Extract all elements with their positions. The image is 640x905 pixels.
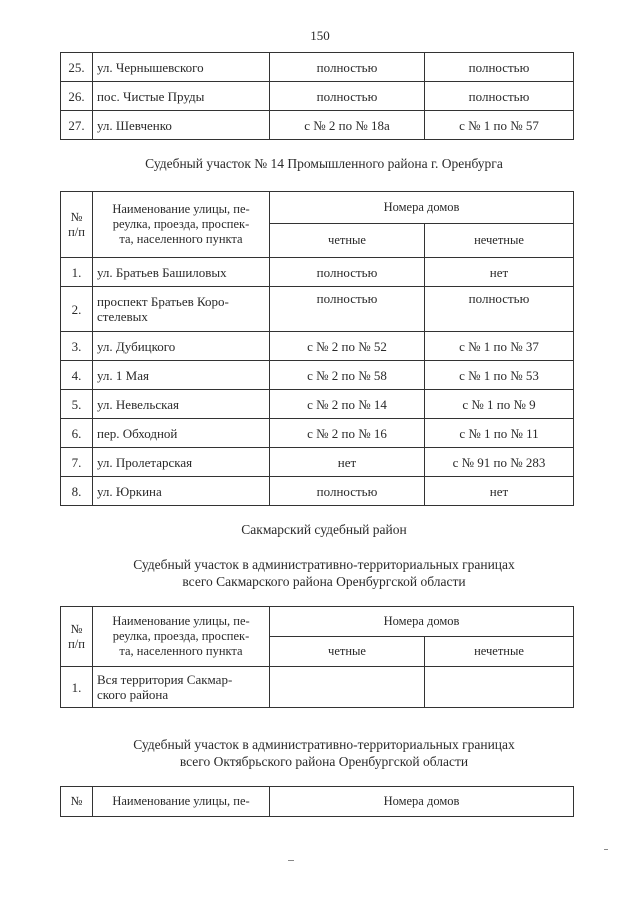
even-houses: нет bbox=[270, 448, 425, 477]
row-number: 1. bbox=[61, 258, 93, 287]
section-1-title: Судебный участок № 14 Промышленного района г. Оренбурга bbox=[145, 156, 503, 171]
street-name-line: стелевых bbox=[97, 309, 148, 324]
table-row bbox=[61, 419, 574, 448]
odd-houses: с № 1 по № 57 bbox=[425, 111, 574, 140]
even-houses: полностью bbox=[270, 53, 425, 82]
street-name bbox=[93, 419, 270, 448]
odd-houses: нет bbox=[425, 477, 574, 506]
header-even: четные bbox=[270, 637, 425, 667]
row-number: 4. bbox=[61, 361, 93, 390]
header-num: № п/п bbox=[61, 192, 93, 258]
scan-mark bbox=[288, 860, 294, 861]
even-houses bbox=[270, 667, 425, 708]
street-name-line: ского района bbox=[97, 687, 169, 702]
street-name-line: пер. Обходной bbox=[97, 425, 178, 441]
row-number: 1. bbox=[61, 667, 93, 708]
street-name bbox=[93, 287, 270, 332]
row-number: 3. bbox=[61, 332, 93, 361]
row-number: 25. bbox=[61, 53, 93, 82]
even-houses: полностью bbox=[270, 258, 425, 287]
street-name bbox=[93, 258, 270, 287]
street-name-line: ул. Дубицкого bbox=[97, 338, 176, 354]
odd-houses: с № 1 по № 9 bbox=[425, 390, 574, 419]
table-row bbox=[61, 448, 574, 477]
street-name bbox=[93, 390, 270, 419]
street-name bbox=[93, 448, 270, 477]
row-number: 27. bbox=[61, 111, 93, 140]
street-name: ул. Чернышевского bbox=[93, 53, 270, 82]
table-row bbox=[61, 390, 574, 419]
odd-houses: полностью bbox=[425, 82, 574, 111]
street-name: пос. Чистые Пруды bbox=[93, 82, 270, 111]
header-even: четные bbox=[270, 224, 425, 258]
even-houses: полностью bbox=[270, 82, 425, 111]
even-houses: с № 2 по № 58 bbox=[270, 361, 425, 390]
header-houses: Номера домов bbox=[270, 787, 574, 817]
header-num: № п/п bbox=[61, 607, 93, 667]
section-2-table bbox=[60, 606, 574, 708]
even-houses: полностью bbox=[270, 287, 425, 332]
street-name-line: ул. Братьев Башиловых bbox=[97, 264, 227, 280]
header-num: № bbox=[61, 787, 93, 817]
street-name bbox=[93, 477, 270, 506]
even-houses: полностью bbox=[270, 477, 425, 506]
odd-houses: с № 1 по № 37 bbox=[425, 332, 574, 361]
header-odd: нечетные bbox=[425, 224, 574, 258]
street-name-line: ул. Юркина bbox=[97, 483, 162, 499]
section-1-table bbox=[60, 191, 574, 506]
row-number: 8. bbox=[61, 477, 93, 506]
header-name: Наименование улицы, пе- реулка, проезда, проспек- та, населенного пункта bbox=[93, 192, 270, 258]
district-title: Сакмарский судебный район bbox=[241, 522, 407, 537]
section-3-table bbox=[60, 786, 574, 817]
header-name: Наименование улицы, пе- bbox=[93, 787, 270, 817]
street-name bbox=[93, 361, 270, 390]
section-2-title: Судебный участок в административно-территориальных границах всего Сакмарского района Оренбургской области bbox=[133, 557, 515, 589]
header-odd: нечетные bbox=[425, 637, 574, 667]
row-number: 2. bbox=[61, 287, 93, 332]
table-row bbox=[61, 53, 574, 82]
street-name-line: проспект Братьев Коро- bbox=[97, 294, 229, 309]
even-houses: с № 2 по № 18а bbox=[270, 111, 425, 140]
street-name-line: ул. 1 Мая bbox=[97, 367, 149, 383]
odd-houses: нет bbox=[425, 258, 574, 287]
table-row bbox=[61, 82, 574, 111]
odd-houses: с № 1 по № 11 bbox=[425, 419, 574, 448]
street-name bbox=[93, 332, 270, 361]
table-row bbox=[61, 332, 574, 361]
page-number: 150 bbox=[310, 28, 330, 43]
odd-houses: полностью bbox=[425, 53, 574, 82]
street-name-line: ул. Пролетарская bbox=[97, 454, 193, 470]
even-houses: с № 2 по № 16 bbox=[270, 419, 425, 448]
row-number: 26. bbox=[61, 82, 93, 111]
odd-houses: полностью bbox=[425, 287, 574, 332]
street-name bbox=[93, 667, 270, 708]
street-name: ул. Шевченко bbox=[93, 111, 270, 140]
table-row bbox=[61, 258, 574, 287]
row-number: 7. bbox=[61, 448, 93, 477]
row-number: 6. bbox=[61, 419, 93, 448]
table-row bbox=[61, 667, 574, 708]
table-row bbox=[61, 287, 574, 332]
odd-houses: с № 1 по № 53 bbox=[425, 361, 574, 390]
even-houses: с № 2 по № 52 bbox=[270, 332, 425, 361]
header-houses: Номера домов bbox=[270, 607, 574, 637]
header-name: Наименование улицы, пе- реулка, проезда, проспек- та, населенного пункта bbox=[93, 607, 270, 667]
scan-mark bbox=[604, 849, 608, 850]
table-row bbox=[61, 111, 574, 140]
top-table bbox=[60, 52, 574, 140]
table-row bbox=[61, 477, 574, 506]
header-houses: Номера домов bbox=[270, 192, 574, 224]
street-name-line: Вся территория Сакмар- bbox=[97, 672, 233, 687]
street-name-line: ул. Невельская bbox=[97, 396, 179, 412]
even-houses: с № 2 по № 14 bbox=[270, 390, 425, 419]
table-row bbox=[61, 361, 574, 390]
odd-houses: с № 91 по № 283 bbox=[425, 448, 574, 477]
odd-houses bbox=[425, 667, 574, 708]
section-3-title: Судебный участок в административно-территориальных границах всего Октябрьского района Оренбургской области bbox=[133, 737, 515, 769]
row-number: 5. bbox=[61, 390, 93, 419]
